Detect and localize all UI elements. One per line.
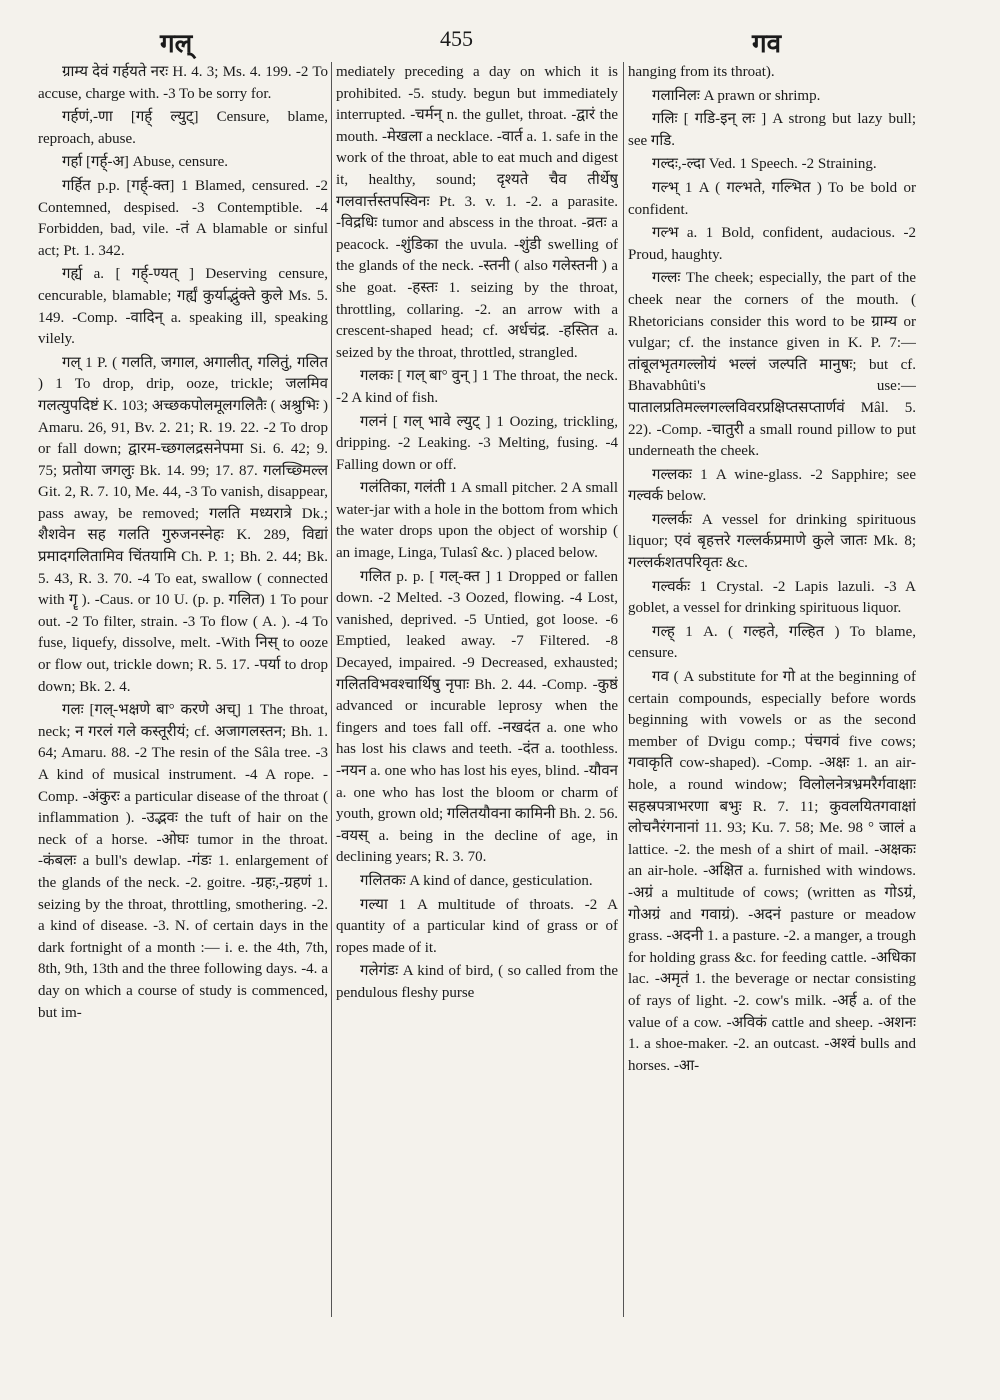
dictionary-entry: गलकः [ गल् बा° वुन् ] 1 The throat, the neck. -2 A kind of fish. [336, 368, 618, 406]
dictionary-entry: गल् 1 P. ( गलति, जगाल, अगालीत्, गलितुं, गलित ) 1 To drop, drip, ooze, trickle; जलमिव गलत्युपदिष्टं K. 103; अच्छकपोलमूलगलितैः ( अश्रुभिः ) Amaru. 26, 91, Bv. 2. 21; R. 19. 22. -2 To drop or fall down; द्वारम-च्छगलद्रसनेपमा Si. 6. 42; 9. 75; प्रतोया जगलुः Bk. 14. 99; 17. 87. गलच्छ्मिल्ल Git. 2, R. 7. 10, Me. 44, -3 To vanish, disappear, pass away, be removed; गलति मध्यरात्रे Dk.; शैशवेन सह गलति गुरुजनस्नेहः K. 289, विद्यां प्रमादगलितामिव चिंतयामि Ch. P. 1; Bh. 2. 44; Bk. 5. 43, R. 3. 70. -4 To eat, swallow ( connected with गॄ ). -Caus. or 10 U. (p. p. गलित) 1 To pour out. -2 To filter, strain. -3 To flow ( A. ). -4 To fuse, liquefy, dissolve, melt. -With निस् to ooze or flow out, trickle down; R. 5. 17. -पर्या to drop down; Bk. 2. 4. [38, 354, 328, 695]
dictionary-entry: गलित p. p. [ गल्-क्त ] 1 Dropped or fallen down. -2 Melted. -3 Oozed, flowing. -4 Lost, vanished, deprived. -5 Untied, got loose. -6 Emptied, leaked away. -7 Filtered. -8 Decayed, impaired. -9 Decreased, exhausted; गलितविभवश्चार्थिषु नृपाः Bh. 2. 44. -Comp. -कुष्ठं advanced or incurable leprosy when the fingers and toes fall off. -नखदंत a. one who has lost his claws and teeth. -दंत a. toothless. -नयन a. one who has lost his eyes, blind. -यौवन a. one who has lost the bloom or charm of youth, grown old; गलितयौवना कामिनी Bh. 2. 56. -वयस् a. being in the decline of age, in declining years; R. 3. 70. [336, 568, 618, 866]
dictionary-entry: गल्लकः 1 A wine-glass. -2 Sapphire; see गल्वर्क below. [628, 466, 916, 505]
column-divider [331, 62, 332, 1317]
dictionary-entry: गल्या 1 A multitude of throats. -2 A quantity of a particular kind of grass or of ropes made of it. [336, 896, 618, 956]
dictionary-entry: गल्लर्कः A vessel for drinking spirituous liquor; एवं बृहत्तरे गल्लर्कप्रमाणे कुले जातः Mk. 8; गल्लर्कशतपरिवृतः &c. [628, 511, 916, 572]
dictionary-entry: गलानिलः A prawn or shrimp. [652, 87, 821, 104]
dictionary-entry: गलितकः A kind of dance, gesticulation. [360, 872, 593, 889]
dictionary-entry: गलनं [ गल् भावे ल्युट् ] 1 Oozing, trickling, dripping. -2 Leaking. -3 Melting, fusing. -4 Falling down or off. [336, 413, 618, 473]
column-divider [623, 62, 624, 1317]
right-headword: गव [752, 29, 782, 59]
dictionary-entry: गल्ह् 1 A. ( गल्हते, गल्हित ) To blame, censure. [628, 623, 916, 662]
left-headword: गल् [160, 29, 193, 59]
dictionary-entry: गलिः [ गडि-इन् लः ] A strong but lazy bull; see गडि. [628, 111, 916, 149]
dictionary-entry: गर्हा [गर्ह्-अ] Abuse, censure. [62, 154, 229, 171]
dictionary-entry: गलेगंडः A kind of bird, ( so called from the pendulous fleshy purse [336, 963, 618, 1001]
dictionary-entry: ग्राम्य देवं गर्हयते नरः H. 4. 3; Ms. 4. 199. -2 To accuse, charge with. -3 To be sorry for. [38, 64, 328, 102]
dictionary-entry: hanging from its throat). [628, 64, 775, 80]
dictionary-entry: गलंतिका, गलंती 1 A small pitcher. 2 A small water-jar with a hole in the bottom from which the water drops upon the object of worship ( an image, Linga, Tulasî &c. ) placed below. [336, 480, 618, 562]
dictionary-entry: गर्ह्य a. [ गर्ह्-ण्यत् ] Deserving censure, cencurable, blamable; गर्ह्यं कुर्याद्भुंक्ते कुले Ms. 5. 149. -Comp. -वादिन् a. speaking ill, speaking vilely. [38, 266, 328, 348]
column-2 [336, 62, 618, 1372]
dictionary-entry: गल्भ् 1 A ( गल्भते, गल्भित ) To be bold or confident. [628, 179, 916, 218]
dictionary-entry: गल्वर्कः 1 Crystal. -2 Lapis lazuli. -3 A goblet, a vessel for drinking spirituous liquor. [628, 578, 916, 617]
dictionary-entry: गलः [गल्-भक्षणे बा° करणे अच्] 1 The throat, neck; न गरलं गले कस्तूरीयं; cf. अजागलस्तन; Bh. 1. 64; Amaru. 88. -2 The resin of the Sâla tree. -3 A kind of musical instrument. -4 A rope. -Comp. -अंकुरः a particular disease of the throat ( inflammation ). -उद्भवः the tuft of hair on the neck of a horse. -ओघः tumor in the throat. -कंबलः a bull's dewlap. -गंडः 1. enlargement of the glands of the neck. -2. goitre. -ग्रहः,-ग्रहणं 1. seizing by the throat, throttling, smothering. -2. a kind of disease. -3. N. of certain days in the dark fortnight of a month :— i. e. the 4th, 7th, 8th, 9th, 13th and the three following days. -4. a day on which a course of study is commenced, but im- [38, 702, 328, 1021]
column-3 [628, 62, 916, 1372]
page-header [0, 22, 1000, 58]
dictionary-entry: गल्लः The cheek; especially, the part of the cheek near the corners of the mouth. ( Rhetoricians consider this word to be ग्राम्य or vulgar; cf. the instance given in K. P. 7:—तांबूलभृतगल्लोयं भल्लं जल्पति मानुषः; but cf. Bhavabhûti's use:—पातालप्रतिमल्लगल्लविवरप्रक्षिप्तसप्तार्णवं Mâl. 5. 22). -Comp. -चातुरी a small round pillow to put underneath the cheek. [628, 270, 916, 460]
dictionary-entry: गल्दः,-ल्दा Ved. 1 Speech. -2 Straining. [652, 156, 877, 173]
dictionary-entry: गव ( A substitute for गो at the beginning of certain compounds, especially before words beginning with vowels or as the second member of Dvigu comp.; पंचगवं five cows; गवाकृति cow-shaped). -Comp. -अक्षः 1. an air-hole, a round window; विलोलनेत्रभ्रमरैर्गवाक्षाः सहस्रपत्राभरणा बभुः R. 7. 11; कुवलयितगवाक्षां लोचनैरंगनानां 11. 93; Ku. 7. 58; Me. 98 ° जालं a lattice. -2. the mesh of a shirt of mail. -अक्षकः an air-hole. -अक्षित a. furnished with windows. -अग्रं a multitude of cows; (written as गोऽग्रं, गोअग्रं and गवाग्रं). -अदनं pasture or meadow grass. -अदनी 1. a pasture. -2. a manger, a trough for holding grass &c. for feeding cattle. -अधिका lac. -अमृतं 1. the beverage or nectar consisting of rays of light. -2. cow's milk. -अर्ह a. of the value of a cow. -अविकं cattle and sheep. -अशनः 1. a shoe-maker. -2. an outcast. -अश्वं bulls and horses. -आ- [628, 669, 916, 1074]
page-number: 455 [440, 26, 473, 51]
dictionary-entry: गर्हणं,-णा [गर्ह् ल्युट्] Censure, blame, reproach, abuse. [38, 109, 328, 147]
dictionary-entry: गल्भ a. 1 Bold, confident, audacious. -2 Proud, haughty. [628, 225, 916, 263]
dictionary-entry: mediately preceding a day on which it is prohibited. -5. study. begun but immediately interrupted. -चर्मन् n. the gullet, throat. -द्वारं the mouth. -मेखला a necklace. -वार्त a. 1. safe in the work of the throat, able to eat much and digest it, healthy, sound; दृश्यते चैव तीर्थेषु गलवार्त्तस्तपस्विनः Pt. 3. v. 1. -2. a parasite. -विद्रधिः tumor and abscess in the throat. -व्रतः a peacock. -शुंडिका the uvula. -शुंडी swelling of the glands of the neck. -स्तनी ( also गलेस्तनी ) a she goat. -हस्तः 1. seizing by the throat, throttling, collaring. -2. an arrow with a crescent-shaped head; cf. अर्धचंद्र. -हस्तित a. seized by the throat, throttled, strangled. [336, 64, 618, 361]
dictionary-entry: गर्हित p.p. [गर्ह्-क्त] 1 Blamed, censured. -2 Contemned, despised. -3 Contemptible. -4 Forbidden, bad, vile. -तं A blamable or sinful act; Pt. 1. 342. [38, 177, 328, 259]
column-1 [38, 62, 328, 1372]
